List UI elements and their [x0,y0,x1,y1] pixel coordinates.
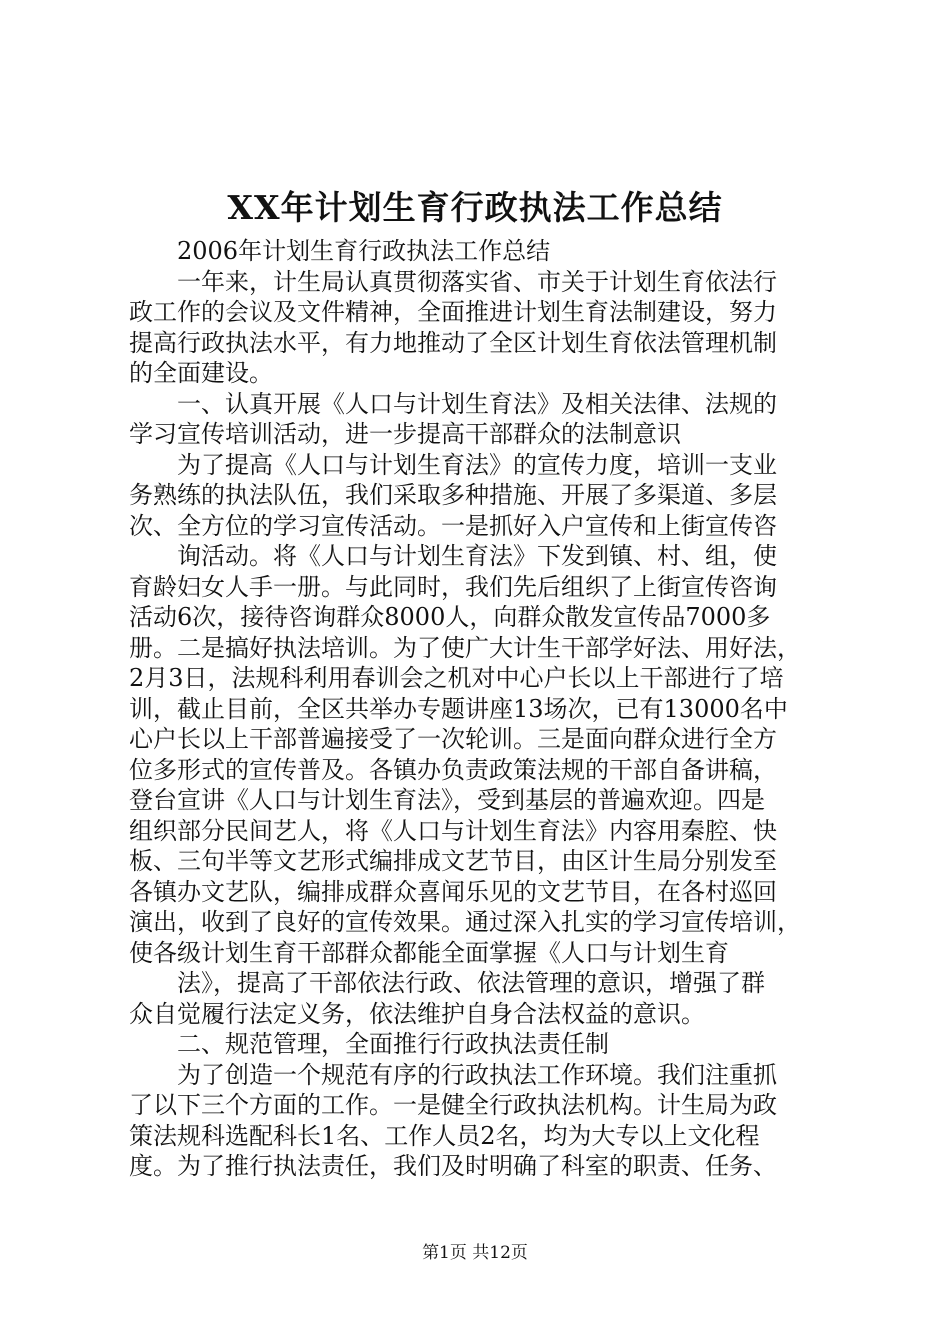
text-line: 了以下三个方面的工作。一是健全行政执法机构。计生局为政 [129,1091,777,1119]
text-line: 训，截止目前，全区共举办专题讲座13场次，已有13000名中 [129,694,788,723]
text-line: 的全面建设。 [129,359,273,387]
text-line: 众自觉履行法定义务，依法维护自身合法权益的意识。 [129,999,705,1028]
text-line: 使各级计划生育干部群众都能全面掌握《人口与计划生育 [129,938,729,967]
text-line: 心户长以上干部普遍接受了一次轮训。三是面向群众进行全方 [129,725,777,753]
text-line: 学习宣传培训活动，进一步提高干部群众的法制意识 [129,420,681,448]
text-line: 二、规范管理，全面推行行政执法责任制 [177,1030,609,1058]
text-line: 法》，提高了干部依法行政、依法管理的意识，增强了群 [177,969,765,997]
text-line: 各镇办文艺队，编排成群众喜闻乐见的文艺节目，在各村巡回 [129,877,777,906]
page-footer: 第1页 共12页 [422,1243,528,1263]
text-line: 策法规科选配科长1名、工作人员2名，均为大专以上文化程 [129,1121,760,1150]
text-line: 政工作的会议及文件精神，全面推进计划生育法制建设，努力 [129,298,777,326]
text-line: 一年来，计生局认真贯彻落实省、市关于计划生育依法行 [177,267,777,296]
text-line: 位多形式的宣传普及。各镇办负责政策法规的干部自备讲稿， [129,755,777,784]
text-line: 演出，收到了良好的宣传效果。通过深入扎实的学习宣传培训， [129,908,801,936]
text-line: 度。为了推行执法责任，我们及时明确了科室的职责、任务、 [129,1152,777,1180]
document-body [129,236,841,1182]
text-line: 2006年计划生育行政执法工作总结 [177,237,551,265]
text-line: 为了创造一个规范有序的行政执法工作环境。我们注重抓 [177,1060,777,1089]
text-line: 询活动。将《人口与计划生育法》下发到镇、村、组，使 [177,542,777,570]
text-line: 务熟练的执法队伍，我们采取多种措施、开展了多渠道、多层 [129,481,777,509]
text-line: 册。二是搞好执法培训。为了使广大计生干部学好法、用好法， [129,633,801,662]
text-line: 板、三句半等文艺形式编排成文艺节目，由区计生局分别发至 [129,847,777,875]
text-line: 提高行政执法水平，有力地推动了全区计划生育依法管理机制 [129,328,777,357]
text-line: 育龄妇女人手一册。与此同时，我们先后组织了上街宣传咨询 [129,572,777,601]
text-line: 一、认真开展《人口与计划生育法》及相关法律、法规的 [177,389,777,418]
text-line: 次、全方位的学习宣传活动。一是抓好入户宣传和上街宣传咨 [129,511,777,540]
document-title: XX年计划生育行政执法工作总结 [227,188,723,227]
text-line: 2月3日，法规科利用春训会之机对中心户长以上干部进行了培 [129,664,784,692]
text-line: 活动6次，接待咨询群众8000人，向群众散发宣传品7000多 [129,603,771,631]
text-line: 组织部分民间艺人，将《人口与计划生育法》内容用秦腔、快 [129,816,777,845]
text-line: 登台宣讲《人口与计划生育法》，受到基层的普遍欢迎。四是 [129,786,765,814]
text-line: 为了提高《人口与计划生育法》的宣传力度，培训一支业 [177,450,777,479]
